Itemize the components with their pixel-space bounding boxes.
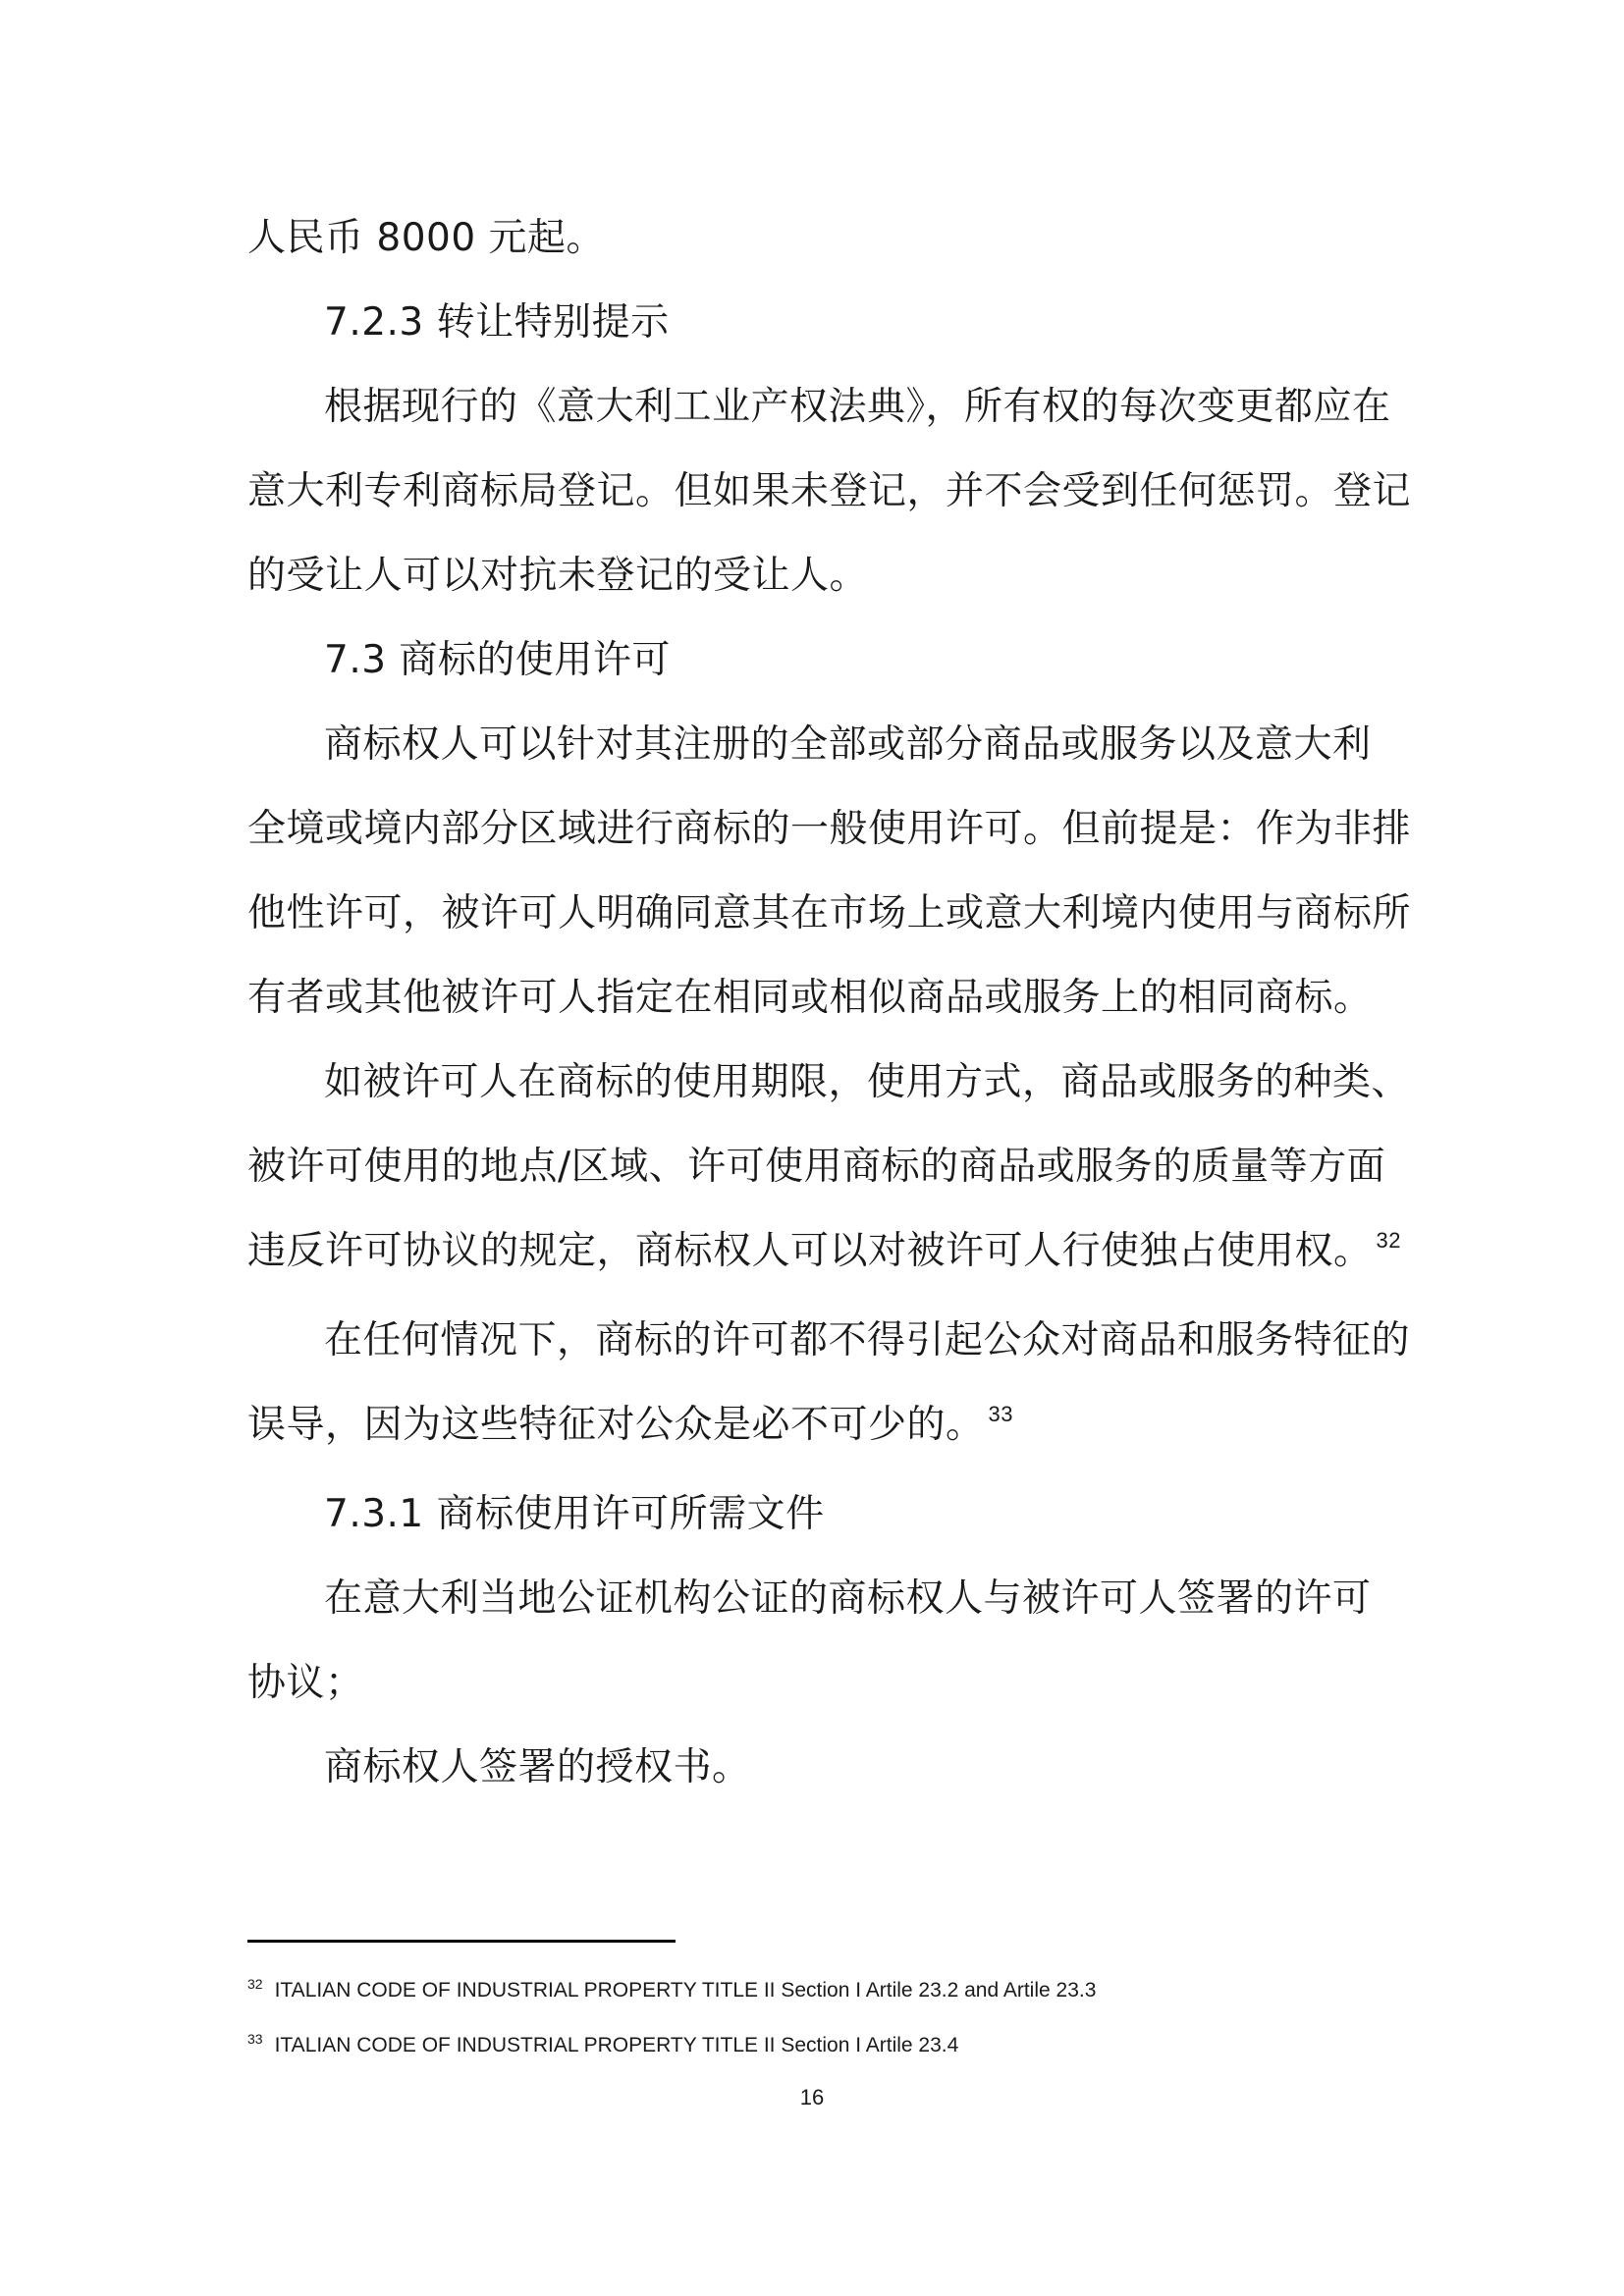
paragraph-line: 有者或其他被许可人指定在相同或相似商品或服务上的相同商标。	[247, 976, 1373, 1020]
paragraph-line: 商标权人签署的授权书。	[324, 1745, 751, 1789]
heading-7-2-3: 7.2.3 转让特别提示	[324, 300, 670, 345]
footnote-ref-33[interactable]: 33	[988, 1402, 1013, 1426]
footnote-text: ITALIAN CODE OF INDUSTRIAL PROPERTY TITLE II Section I Artile 23.4	[274, 2034, 959, 2056]
footnote-33	[247, 2031, 959, 2057]
paragraph-line: 被许可使用的地点/区域、许可使用商标的商品或服务的质量等方面	[247, 1145, 1386, 1189]
paragraph-line-with-ref	[247, 1383, 1386, 1472]
paragraph-line: 协议；	[247, 1661, 364, 1705]
paragraph-line: 在任何情况下，商标的许可都不得引起公众对商品和服务特征的	[324, 1318, 1411, 1362]
footnote-separator	[247, 1940, 676, 1943]
paragraph-line: 根据现行的《意大利工业产权法典》，所有权的每次变更都应在	[324, 385, 1391, 429]
paragraph-price: 人民币 8000 元起。	[247, 216, 606, 260]
paragraph-line: 他性许可，被许可人明确同意其在市场上或意大利境内使用与商标所	[247, 891, 1412, 935]
paragraph-line: 在意大利当地公证机构公证的商标权人与被许可人签署的许可	[324, 1576, 1372, 1621]
paragraph-line: 全境或境内部分区域进行商标的一般使用许可。但前提是：作为非排	[247, 807, 1412, 851]
footnote-ref-32[interactable]: 32	[1376, 1228, 1401, 1253]
paragraph-line: 意大利专利商标局登记。但如果未登记，并不会受到任何惩罚。登记	[247, 469, 1412, 513]
paragraph-line-with-ref	[247, 1209, 1401, 1299]
heading-7-3-1: 7.3.1 商标使用许可所需文件	[324, 1492, 825, 1536]
footnote-text: ITALIAN CODE OF INDUSTRIAL PROPERTY TITLE II Section I Artile 23.2 and Artile 23.3	[274, 1979, 1097, 2002]
heading-7-3: 7.3 商标的使用许可	[324, 638, 671, 682]
footnote-32	[247, 1976, 1097, 2002]
footnote-number: 33	[247, 2031, 263, 2047]
body-text	[247, 196, 1412, 1810]
paragraph-line-text: 误导，因为这些特征对公众是必不可少的。	[247, 1403, 985, 1447]
paragraph-line-text: 违反许可协议的规定，商标权人可以对被许可人行使独占使用权。	[247, 1229, 1373, 1273]
paragraph-line: 商标权人可以针对其注册的全部或部分商品或服务以及意大利	[324, 722, 1372, 767]
page-number: 16	[799, 2085, 825, 2109]
paragraph-line: 如被许可人在商标的使用期限，使用方式，商品或服务的种类、	[324, 1060, 1411, 1104]
footnote-number: 32	[247, 1976, 263, 1992]
paragraph-line: 的受让人可以对抗未登记的受让人。	[247, 554, 869, 598]
